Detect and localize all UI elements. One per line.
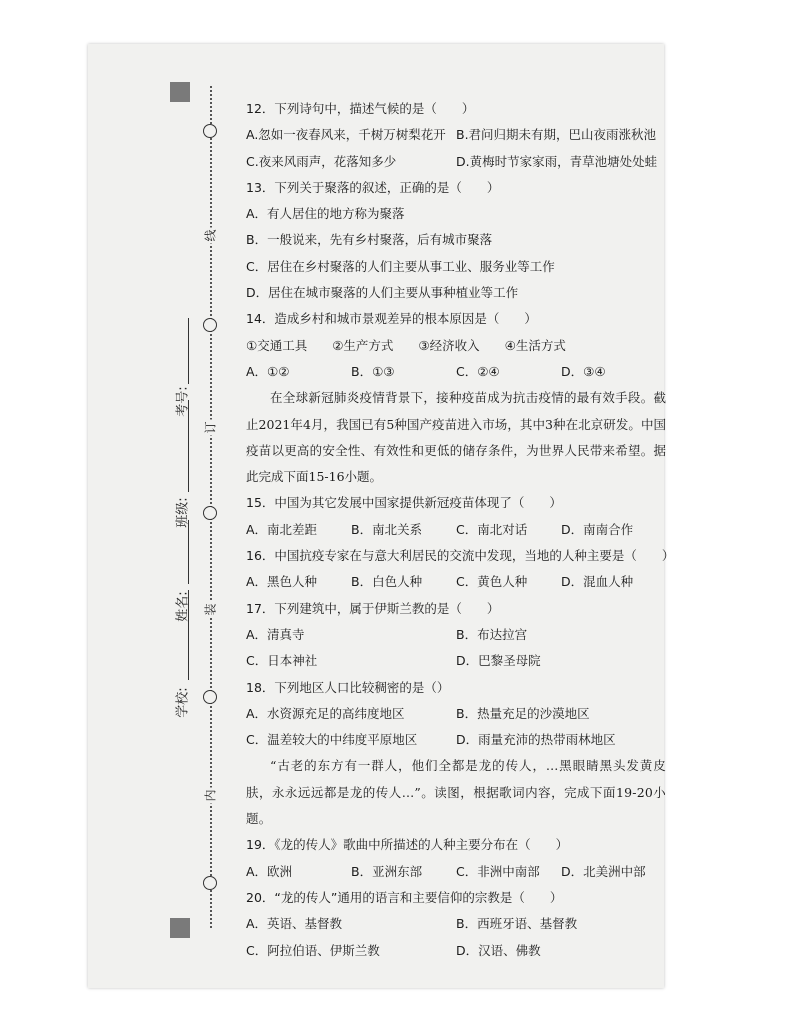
q14-option-b: B．①③ xyxy=(351,363,395,379)
q14-options xyxy=(246,359,666,385)
q20-stem: 20．“龙的传人”通用的语言和主要信仰的宗教是（ ） xyxy=(246,889,563,905)
school-label: 学校: xyxy=(175,687,191,718)
q13-option-a: A．有人居住的地方称为聚落 xyxy=(246,206,405,222)
q18-options-row1 xyxy=(246,701,666,727)
q13-option-c: C．居住在乡村聚落的人们主要从事工业、服务业等工作 xyxy=(246,258,555,274)
q15-options xyxy=(246,517,666,543)
q20-options-row1 xyxy=(246,911,666,937)
q12-stem: 12．下列诗句中，描述气候的是（ ） xyxy=(246,101,475,116)
binding-hole-2 xyxy=(203,318,217,332)
q12-option-d: D.黄梅时节家家雨，青草池塘处处蛙 xyxy=(456,153,658,169)
q18-option-b: B．热量充足的沙漠地区 xyxy=(456,705,590,721)
q12-option-a: A.忽如一夜春风来，千树万树梨花开 xyxy=(246,127,446,143)
q16-option-b: B．白色人种 xyxy=(351,574,423,590)
q20-option-b: B．西班牙语、基督教 xyxy=(456,916,578,932)
q12-options-row1 xyxy=(246,122,666,148)
cut-mark-bind: 订 xyxy=(201,419,220,435)
q19-option-d: D．北美洲中部 xyxy=(561,863,646,879)
q19-option-b: B．亚洲东部 xyxy=(351,863,423,879)
name-blank xyxy=(188,520,189,584)
class-label: 班级: xyxy=(175,497,191,528)
q19-stem: 19．《龙的传人》歌曲中所描述的人种主要分布在（ ） xyxy=(246,837,569,853)
q20-option-a: A．英语、基督教 xyxy=(246,916,343,932)
q15-option-b: B．南北关系 xyxy=(351,521,423,537)
exam-no-blank xyxy=(188,318,189,384)
q16-option-d: D．混血人种 xyxy=(561,574,634,590)
q16-option-a: A．黑色人种 xyxy=(246,574,318,590)
q17-option-c: C．日本神社 xyxy=(246,653,318,669)
binding-bar-bottom xyxy=(170,918,190,938)
q18-option-c: C．温差较大的中纬度平原地区 xyxy=(246,732,418,748)
q16-options xyxy=(246,569,666,595)
q14-option-a: A．①② xyxy=(246,363,290,379)
q14-option-c: C．②④ xyxy=(456,363,500,379)
binding-bar-top xyxy=(170,82,190,102)
q14-items: ①交通工具 ②生产方式 ③经济收入 ④生活方式 xyxy=(246,337,566,353)
q17-option-b: B．布达拉宫 xyxy=(456,626,528,642)
cut-mark-line: 线 xyxy=(201,227,220,243)
q19-option-a: A．欧洲 xyxy=(246,863,293,879)
q13-option-b: B．一般说来，先有乡村聚落，后有城市聚落 xyxy=(246,232,493,248)
binding-hole-5 xyxy=(203,876,217,890)
q16-stem: 16．中国抗疫专家在与意大利居民的交流中发现，当地的人种主要是（ ） xyxy=(246,548,675,564)
binding-hole-1 xyxy=(203,124,217,138)
exam-no-label: 考号: xyxy=(175,386,191,417)
cut-mark-inner: 内 xyxy=(201,787,220,803)
binding-hole-4 xyxy=(203,690,217,704)
q17-stem: 17．下列建筑中，属于伊斯兰教的是（ ） xyxy=(246,600,500,616)
q15-stem: 15．中国为其它发展中国家提供新冠疫苗体现了（ ） xyxy=(246,495,562,511)
q15-option-d: D．南南合作 xyxy=(561,521,634,537)
q14-stem: 14．造成乡村和城市景观差异的根本原因是（ ） xyxy=(246,311,537,327)
q20-option-c: C．阿拉伯语、伊斯兰教 xyxy=(246,942,380,958)
q13-stem: 13．下列关于聚落的叙述，正确的是（ ） xyxy=(246,179,500,195)
q17-option-a: A．清真寺 xyxy=(246,626,305,642)
q18-stem: 18．下列地区人口比较稠密的是（） xyxy=(246,679,450,695)
q17-options-row2 xyxy=(246,648,666,674)
q16-option-c: C．黄色人种 xyxy=(456,574,528,590)
q19-options xyxy=(246,859,666,885)
q19-option-c: C．非洲中南部 xyxy=(456,863,540,879)
q18-option-d: D．雨量充沛的热带雨林地区 xyxy=(456,732,616,748)
q20-options-row2 xyxy=(246,938,666,964)
q17-options-row1 xyxy=(246,622,666,648)
q15-option-c: C．南北对话 xyxy=(456,521,528,537)
question-content xyxy=(246,96,675,964)
q13-option-d: D．居住在城市聚落的人们主要从事种植业等工作 xyxy=(246,285,519,301)
q18-option-a: A．水资源充足的高纬度地区 xyxy=(246,705,405,721)
q14-option-d: D．③④ xyxy=(561,363,606,379)
binding-hole-3 xyxy=(203,506,217,520)
q12-option-b: B.君问归期未有期，巴山夜雨涨秋池 xyxy=(456,127,657,143)
q12-option-c: C.夜来风雨声，花落知多少 xyxy=(246,153,397,169)
q15-option-a: A．南北差距 xyxy=(246,521,318,537)
name-label: 姓名: xyxy=(175,591,191,622)
q17-option-d: D．巴黎圣母院 xyxy=(456,653,541,669)
q18-options-row2 xyxy=(246,727,666,753)
q12-options-row2 xyxy=(246,149,666,175)
passage-vaccine: 在全球新冠肺炎疫情背景下，接种疫苗成为抗击疫情的最有效手段。截止2021年4月，我国已有5种国产疫苗进入市场，其中3种在北京研发。中国疫苗以更高的安全性、有效性和更低的储存条件，为世界人民带来希望。据此完成下面15-16小题。 xyxy=(246,390,666,485)
passage-dragon-song: “古老的东方有一群人，他们全都是龙的传人，…黑眼睛黑头发黄皮肤，永永远远都是龙的传人…”。读图，根据歌词内容，完成下面19-20小题。 xyxy=(246,758,666,827)
cut-mark-fold: 装 xyxy=(201,601,220,617)
q20-option-d: D．汉语、佛教 xyxy=(456,942,541,958)
